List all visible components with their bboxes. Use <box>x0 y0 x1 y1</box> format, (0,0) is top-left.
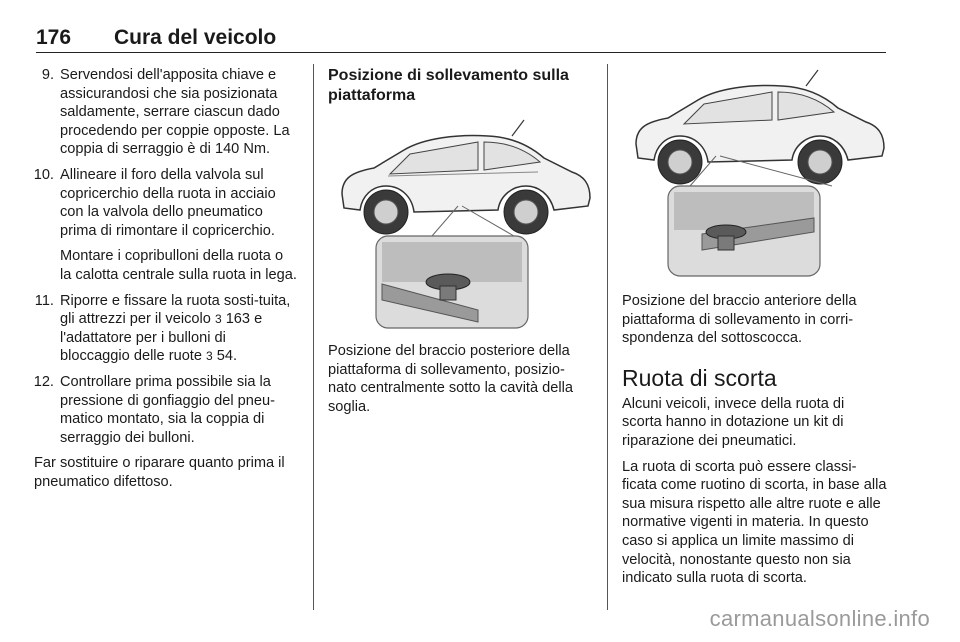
step-text: Allineare il foro della valvola sul copricerchio della ruota in acciaio con la valvola dello pneumatico prima di rimontare il copricerchio. <box>60 166 276 239</box>
steps-list <box>34 66 298 447</box>
watermark: carmanualsonline.info <box>709 606 930 631</box>
step-text: Controllare prima possibile sia la pressione di gonfiaggio del pneu-matico montato, sia la coppia di serraggio dei bulloni. <box>60 373 276 446</box>
step-subtext: Montare i copribulloni della ruota o la calotta centrale sulla ruota in lega. <box>60 248 297 283</box>
step-number: 10. <box>33 166 54 183</box>
step-number: 9. <box>41 67 54 83</box>
car-front-lift-illustration <box>622 66 888 278</box>
page-header <box>36 26 886 53</box>
closing-paragraph: Far sostituire o riparare quanto prima il pneumatico difettoso. <box>34 455 285 490</box>
car-rear-lift-illustration <box>328 114 592 332</box>
step-number: 11. <box>34 292 54 309</box>
page-reference-link[interactable]: 163 <box>225 311 251 328</box>
list-item <box>34 66 298 159</box>
arrow-reference-icon: 3 <box>214 312 222 327</box>
section-heading: Ruota di scorta <box>622 364 777 391</box>
list-item <box>34 166 298 285</box>
column-lift-front-spare <box>622 66 888 595</box>
step-text: e l'adattatore per i bulloni di bloccaggio delle ruote <box>60 311 263 365</box>
step-number: 12. <box>33 373 54 390</box>
step-text: . <box>233 348 238 365</box>
list-item <box>34 373 298 447</box>
section-heading: Posizione di sollevamento sulla piattaforma <box>328 67 569 104</box>
column-divider-right <box>607 64 608 610</box>
step-text: Servendosi dell'apposita chiave e assicurandosi che sia posizionata saldamente, serrare ciascun dado procedendo per coppie opposte. La coppia di serraggio è di 140 Nm. <box>60 67 290 158</box>
column-instructions <box>34 66 298 498</box>
page-reference-link[interactable]: 54 <box>216 348 234 365</box>
body-paragraph: La ruota di scorta può essere classi-ficata come ruotino di scorta, in base alla sua misura rispetto alle altre ruote e alle normative vigenti in materia. In questo caso si applica un limite massimo di velocità, nonostante questo non sia indicato sulla ruota di scorta. <box>622 458 887 587</box>
figure-caption: Posizione del braccio anteriore della piattaforma di sollevamento in corri-spondenza del sottoscocca. <box>622 293 857 347</box>
page-title: Cura del veicolo <box>114 26 277 49</box>
body-paragraph: Alcuni veicoli, invece della ruota di scorta hanno in dotazione un kit di riparazione dei pneumatici. <box>622 395 845 449</box>
figure-caption: Posizione del braccio posteriore della piattaforma di sollevamento, posizio-nato centralmente sotto la cavità della soglia. <box>328 343 573 415</box>
arrow-reference-icon: 3 <box>206 349 213 364</box>
step-text: Riporre e fissare la ruota sosti-tuita, gli attrezzi per il veicolo <box>60 292 291 328</box>
list-item <box>34 292 298 366</box>
column-divider-left <box>313 64 314 610</box>
page-number: 176 <box>36 26 72 49</box>
column-lift-rear <box>328 66 592 416</box>
